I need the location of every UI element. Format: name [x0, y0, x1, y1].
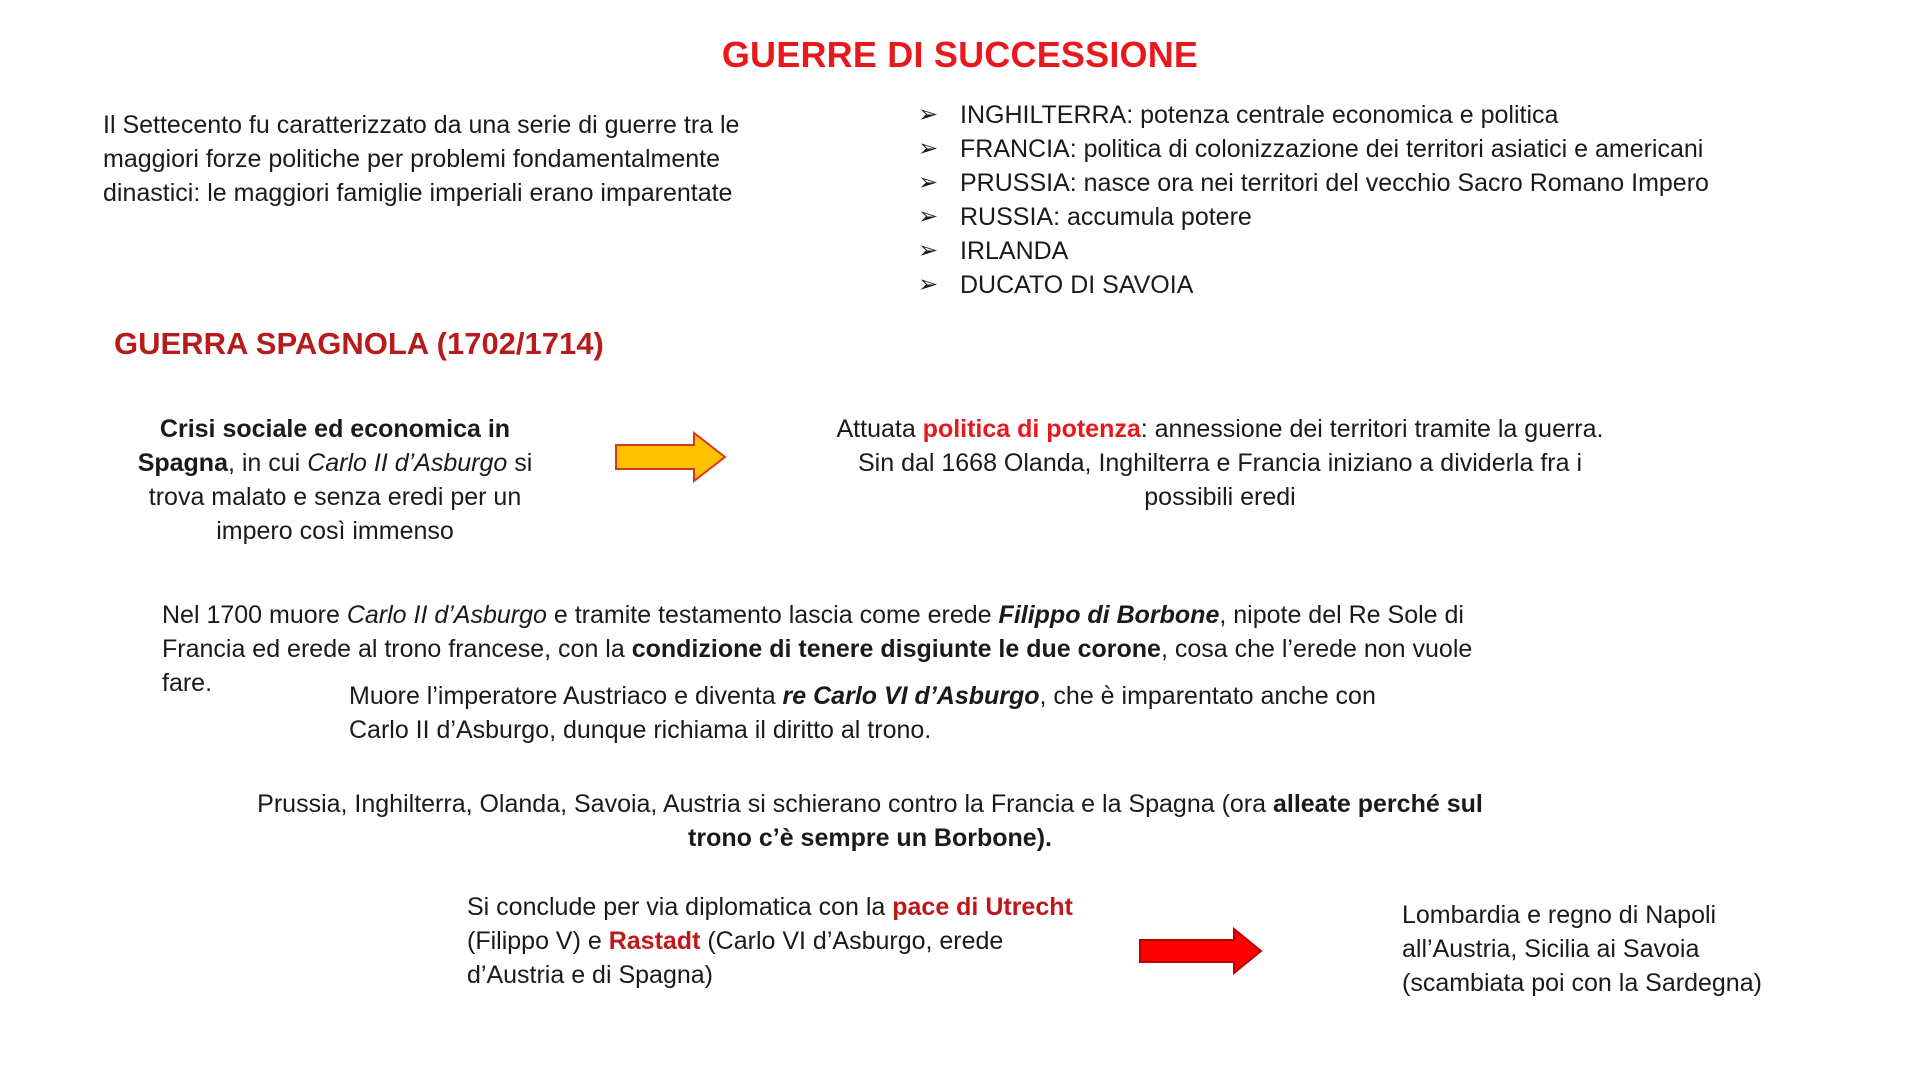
austrian-claim-paragraph: Muore l’imperatore Austriaco e diventa re Carlo VI d’Asburgo, che è imparentato anche con Carlo II d’Asburgo, dunque richiama il diritto al trono.: [349, 682, 1376, 744]
section-subtitle: GUERRA SPAGNOLA (1702/1714): [114, 326, 604, 361]
list-item: ➢ FRANCIA: politica di colonizzazione dei territori asiatici e americani: [918, 132, 1778, 166]
arrow-bullet-icon: ➢: [918, 271, 939, 298]
arrow-bullet-icon: ➢: [918, 203, 939, 230]
list-item: ➢ IRLANDA: [918, 234, 1778, 268]
outcome-paragraph: Lombardia e regno di Napoli all’Austria, Sicilia ai Savoia (scambiata poi con la Sardegna): [1402, 901, 1762, 997]
crisis-paragraph: Crisi sociale ed economica in Spagna, in cui Carlo II d’Asburgo si trova malato e senza eredi per un impero così immenso: [137, 415, 533, 545]
power-policy-paragraph: Attuata politica di potenza: annessione dei territori tramite la guerra. Sin dal 1668 Olanda, Inghilterra e Francia iniziano a dividerla fra i possibili eredi: [836, 415, 1604, 511]
page-title: GUERRE DI SUCCESSIONE: [721, 34, 1199, 75]
powers-list: [918, 98, 1778, 302]
list-item: ➢ PRUSSIA: nasce ora nei territori del vecchio Sacro Romano Impero: [918, 166, 1778, 200]
arrow-bullet-icon: ➢: [918, 135, 939, 162]
intro-paragraph: Il Settecento fu caratterizzato da una serie di guerre tra le maggiori forze politiche per problemi fondamentalmente dinastici: le maggiori famiglie imperiali erano imparentate: [103, 111, 740, 207]
succession-paragraph: Nel 1700 muore Carlo II d’Asburgo e tramite testamento lascia come erede Filippo di Borbone, nipote del Re Sole di Francia ed erede al trono francese, con la condizione di tenere disgiunte le due corone, cosa che l’erede non vuole fare.: [162, 601, 1473, 697]
arrow-bullet-icon: ➢: [918, 169, 939, 196]
peace-paragraph: Si conclude per via diplomatica con la pace di Utrecht (Filippo V) e Rastadt (Carlo VI d’Asburgo, erede d’Austria e di Spagna): [467, 893, 1073, 989]
list-item: ➢ DUCATO DI SAVOIA: [918, 268, 1778, 302]
arrow-bullet-icon: ➢: [918, 101, 939, 128]
list-item: ➢ RUSSIA: accumula potere: [918, 200, 1778, 234]
right-arrow-icon: [614, 431, 728, 483]
arrow-bullet-icon: ➢: [918, 237, 939, 264]
alliances-paragraph: Prussia, Inghilterra, Olanda, Savoia, Austria si schierano contro la Francia e la Spagna (ora alleate perché sul trono c’è sempre un Borbone).: [257, 790, 1483, 852]
list-item: ➢ INGHILTERRA: potenza centrale economica e politica: [918, 98, 1778, 132]
right-arrow-icon: [1138, 927, 1264, 975]
